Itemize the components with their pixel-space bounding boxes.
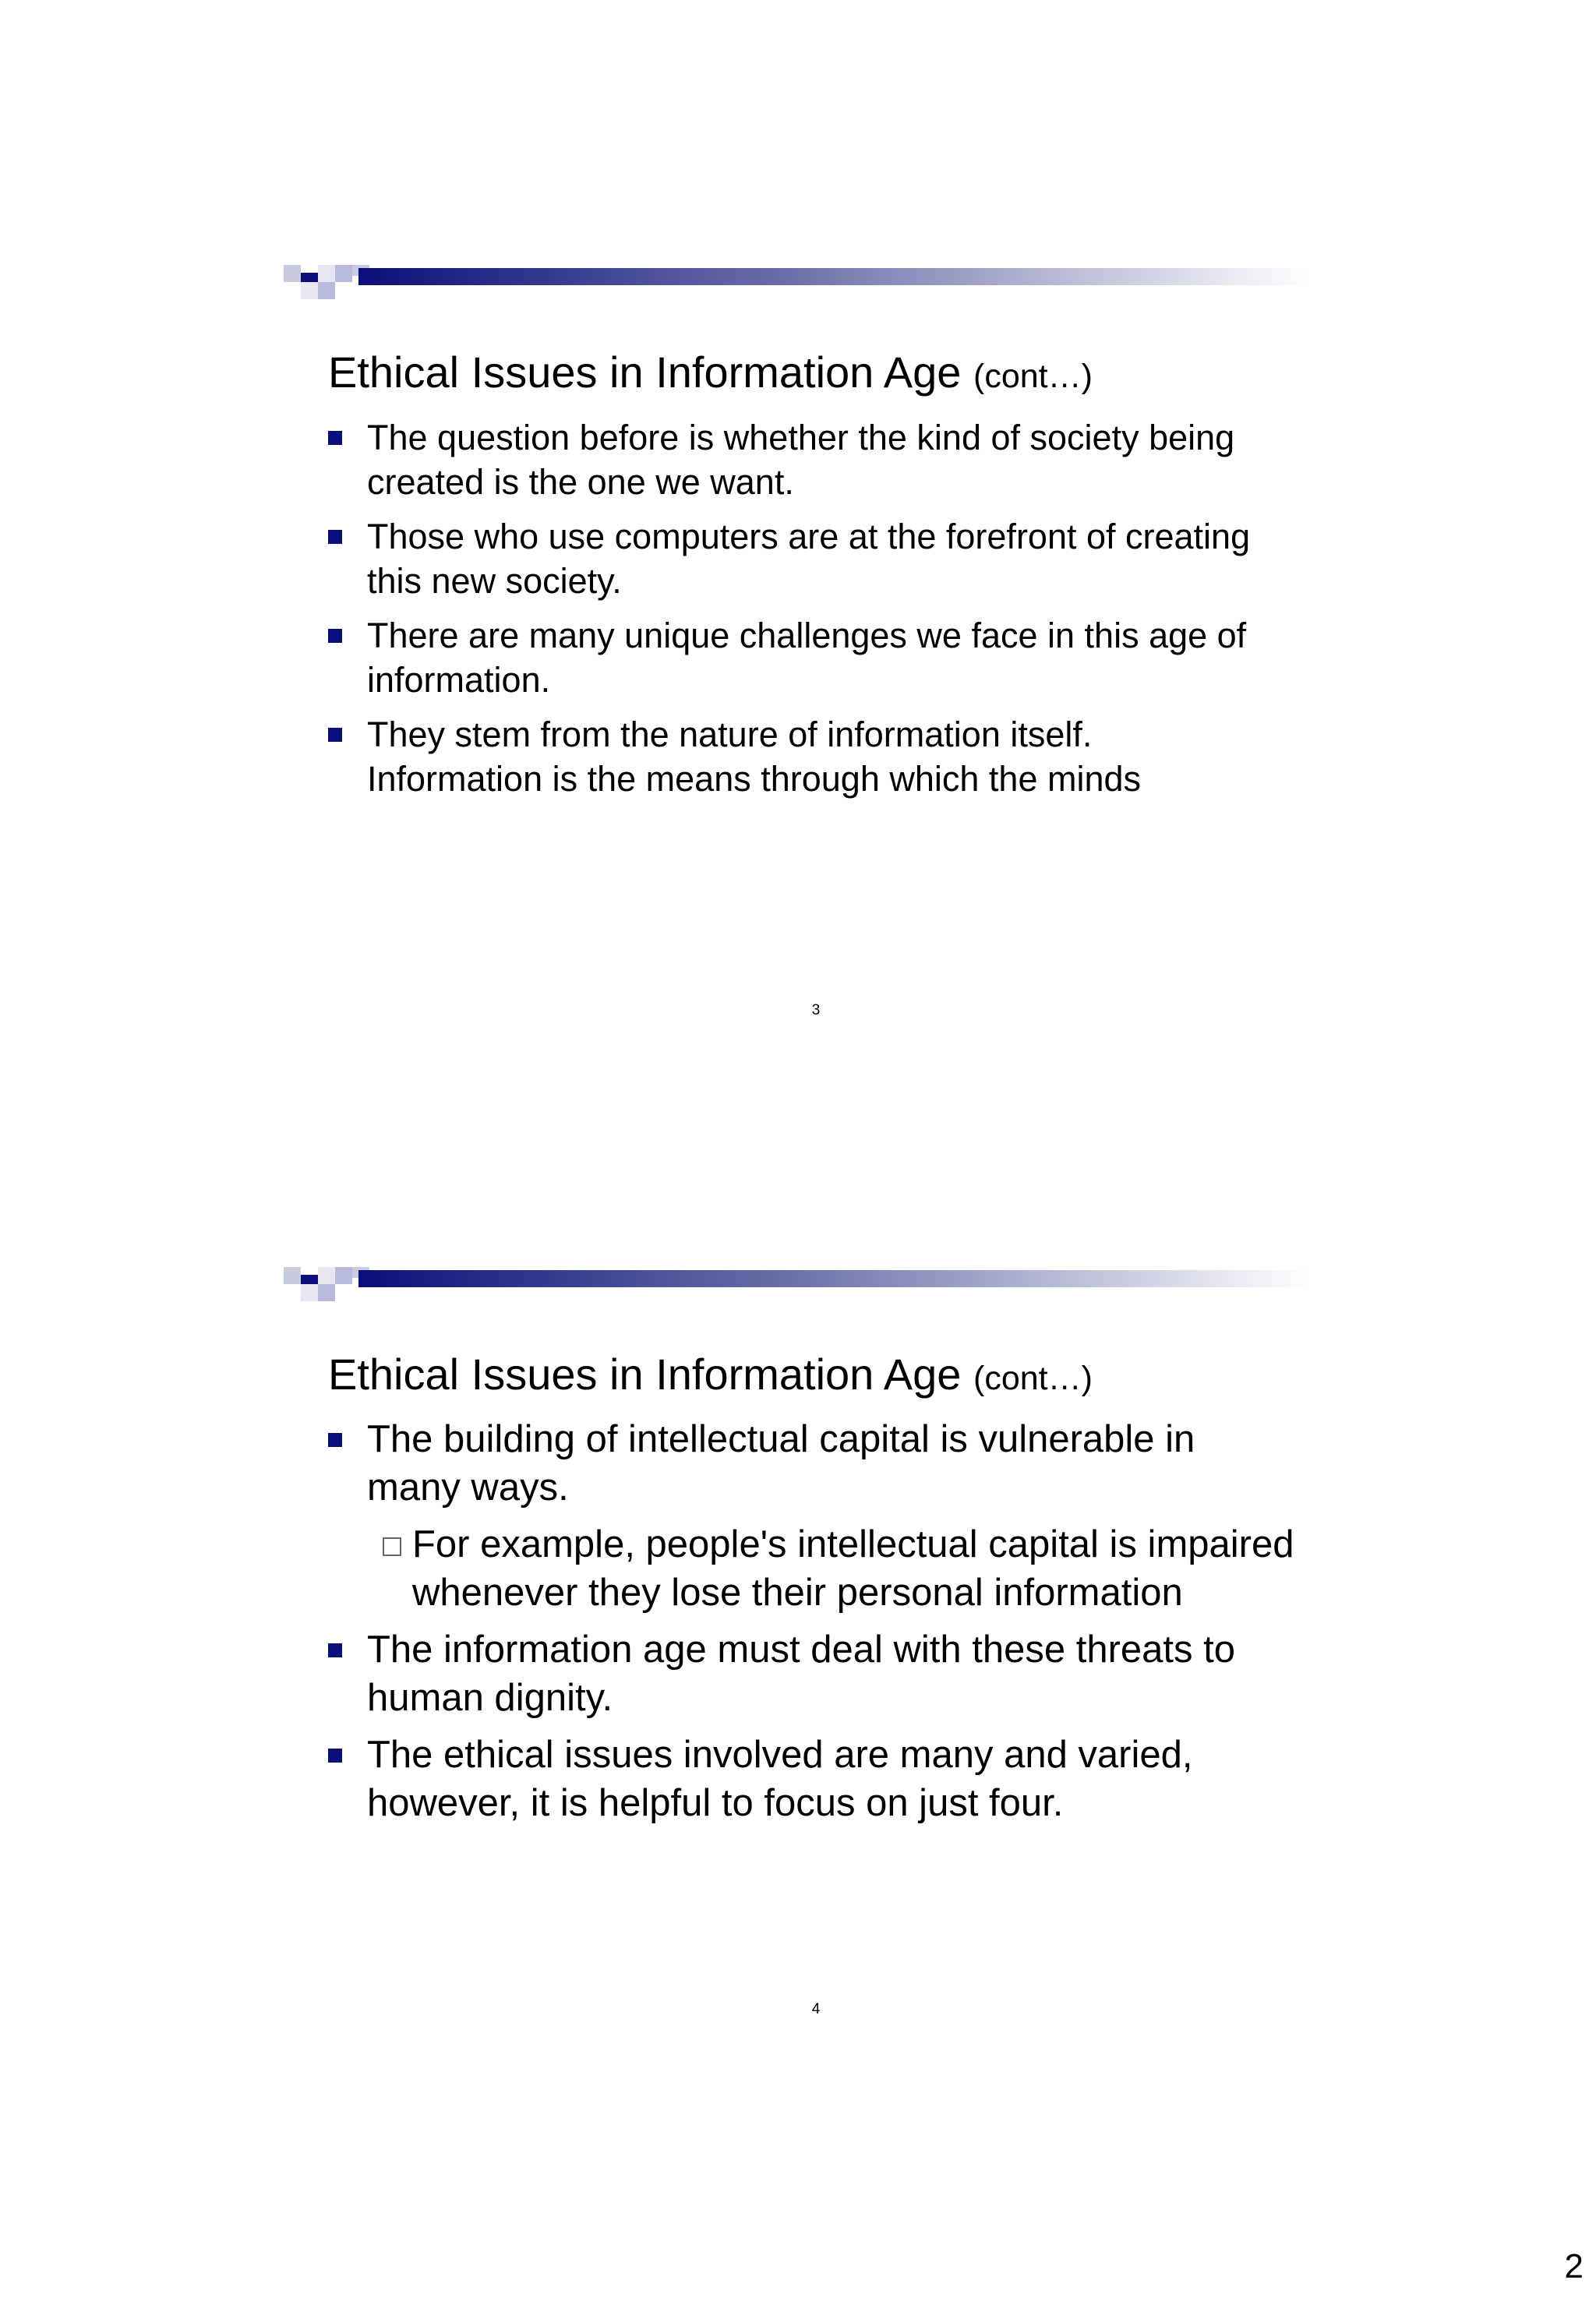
square-bullet-icon [328,728,342,742]
slide-title-text: Ethical Issues in Information Age [328,1349,962,1399]
bullet-text: There are many unique challenges we face in this age of information. [367,616,1247,700]
slide-number: 3 [811,1002,821,1018]
square-bullet-icon [328,1643,342,1657]
square-bullet-icon [328,1749,342,1763]
bullet-item [328,1625,1294,1722]
bullet-text: They stem from the nature of information itself. Information is the means through which the minds [367,715,1142,799]
bullet-text: The building of intellectual capital is vulnerable in many ways. [367,1418,1195,1509]
bullet-text: Those who use computers are at the forefront of creating this new society. [367,517,1251,601]
square-bullet-icon [328,1433,342,1447]
bullet-text: The ethical issues involved are many and varied, however, it is helpful to focus on just four. [367,1734,1193,1824]
slide-title [328,348,1093,401]
bullet-item [328,514,1263,603]
square-bullet-icon [328,431,342,445]
slide-header-decoration [0,1267,1596,1360]
slide-title [328,1350,1093,1403]
bullet-list [328,415,1263,811]
slide-title-suffix: (cont…) [973,357,1093,395]
bullet-item [328,415,1263,504]
square-bullet-icon [328,629,342,643]
bullet-list [328,1415,1294,1836]
bullet-item [328,1415,1294,1512]
bullet-text: The question before is whether the kind of society being created is the one we want. [367,418,1235,502]
bullet-item [328,712,1263,801]
page-number: 2 [1564,2247,1584,2285]
bullet-item [328,613,1263,702]
slide-title-text: Ethical Issues in Information Age [328,347,962,397]
bullet-text: The information age must deal with these threats to human dignity. [367,1629,1235,1719]
bullet-item [328,1731,1294,1827]
hollow-square-bullet-icon [383,1537,401,1556]
slide-title-suffix: (cont…) [973,1359,1093,1397]
sub-bullet-item [328,1520,1294,1617]
slide-header-decoration [0,265,1596,358]
square-bullet-icon [328,530,342,544]
sub-bullet-text: For example, people's intellectual capital is impaired whenever they lose their personal information [412,1523,1294,1614]
slide-number: 4 [811,2001,821,2017]
